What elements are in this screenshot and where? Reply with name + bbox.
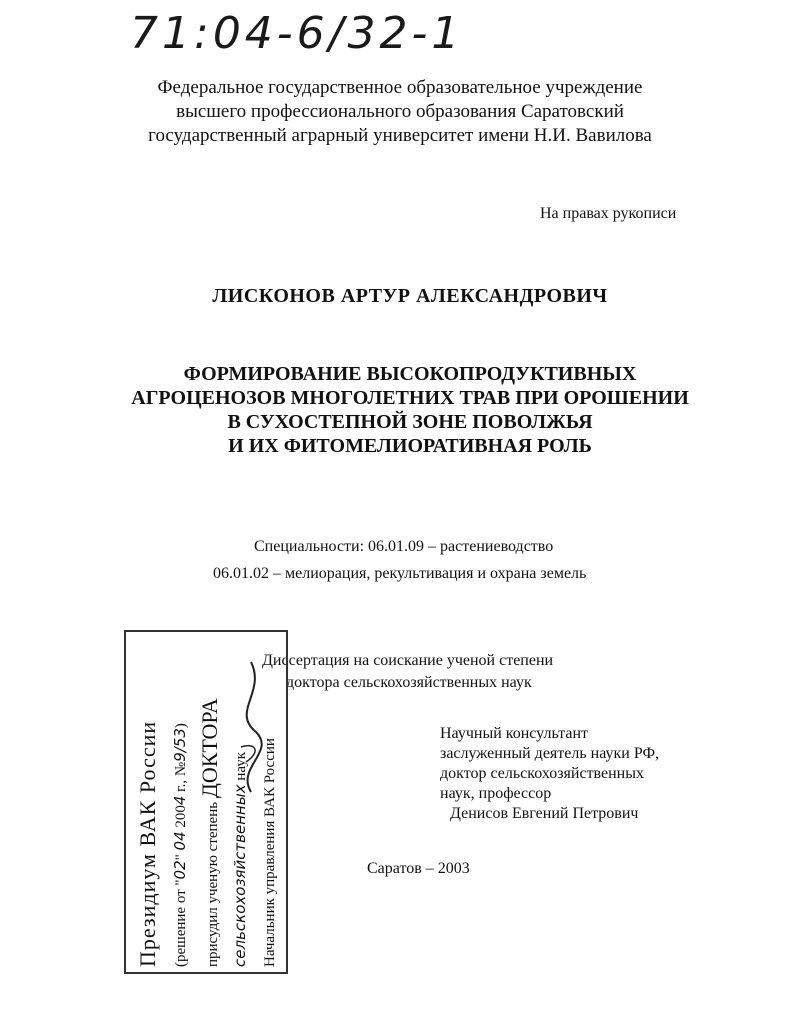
stamp-text: присудил ученую степень — [205, 798, 221, 967]
city-year: Саратов – 2003 — [367, 860, 470, 877]
dissertation-note — [262, 650, 553, 694]
stamp-text: г., № — [173, 761, 189, 796]
dissertation-title — [110, 362, 710, 458]
title-line: И ИХ ФИТОМЕЛИОРАТИВНАЯ РОЛЬ — [228, 435, 592, 457]
stamp-field: сельскохозяйственных — [231, 784, 249, 967]
specialty-line: Специальности: 06.01.09 – растениеводство — [254, 538, 554, 555]
stamp-decision-line — [165, 637, 195, 967]
dissertation-line: доктора сельскохозяйственных наук — [286, 674, 532, 691]
institution-line: Федеральное государственное образовательное учреждение — [157, 77, 643, 98]
specialty-line: 06.01.02 – мелиорация, рекультивация и охрана земель — [213, 565, 587, 582]
dissertation-line: Диссертация на соискание ученой степени — [262, 652, 554, 669]
stamp-text: 200 — [173, 805, 189, 832]
title-line: АГРОЦЕНОЗОВ МНОГОЛЕТНИХ ТРАВ ПРИ ОРОШЕНИИ — [131, 387, 689, 409]
institution-line: государственный аграрный университет имени Н.И. Вавилова — [148, 125, 652, 146]
stamp-month: 04 — [171, 831, 189, 851]
vak-stamp — [124, 630, 288, 974]
stamp-day: 02 — [171, 860, 189, 880]
stamp-text: (решение от " — [173, 879, 189, 967]
title-line: В СУХОСТЕПНОЙ ЗОНЕ ПОВОЛЖЬЯ — [227, 411, 593, 433]
stamp-text: " — [173, 850, 189, 861]
archive-code: 71:04-6/32-1 — [130, 8, 464, 59]
title-line: ФОРМИРОВАНИЕ ВЫСОКОПРОДУКТИВНЫХ — [183, 363, 637, 385]
consultant-name: Денисов Евгений Петрович — [450, 805, 639, 822]
consultant-line: наук, профессор — [440, 785, 552, 802]
stamp-head-line: Начальник управления ВАК России — [262, 738, 278, 967]
consultant-line: заслуженный деятель науки РФ, — [440, 745, 660, 762]
signature-mark — [221, 652, 281, 802]
author-name: ЛИСКОНОВ АРТУР АЛЕКСАНДРОВИЧ — [212, 285, 608, 307]
stamp-title: Президиум ВАК России — [135, 720, 160, 967]
rights-note: На правах рукописи — [540, 205, 677, 222]
consultant-line: доктор сельскохозяйственных — [440, 765, 644, 782]
institution-header — [120, 76, 680, 148]
consultant-line: Научный консультант — [440, 725, 588, 742]
stamp-text: ) — [173, 723, 189, 729]
stamp-text: наук — [233, 751, 249, 785]
institution-line: высшего профессионального образования Саратовский — [176, 101, 624, 122]
stamp-number: 9/53 — [171, 728, 189, 762]
stamp-year: 4 — [171, 795, 189, 806]
scientific-consultant — [440, 724, 659, 824]
stamp-degree: ДОКТОРА — [197, 698, 222, 799]
